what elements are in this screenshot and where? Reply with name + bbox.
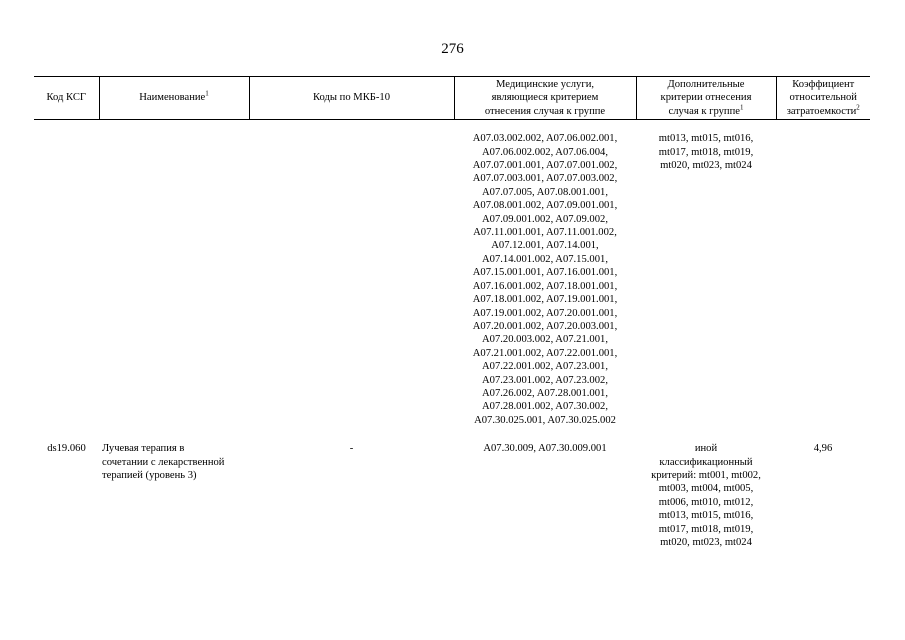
cell-code — [34, 120, 99, 427]
cell-mkb — [249, 120, 454, 427]
footnote-mark: 1 — [205, 89, 209, 98]
cell-criteria: mt013, mt015, mt016, mt017, mt018, mt019, mt020, mt023, mt024 — [658, 133, 754, 172]
table-row — [34, 427, 870, 549]
header-name: Наименование$^1$ — [99, 77, 249, 120]
footnote-mark: 2 — [856, 103, 860, 112]
cell-coef — [776, 120, 870, 427]
header-mkb: Коды по МКБ-10 — [249, 77, 454, 120]
cell-services: A07.03.002.002, A07.06.002.001, A07.06.002.002, A07.06.004, A07.07.001.001, A07.07.001.002, A07.07.003.001, A07.07.003.002, A07.07.005, A07.08.001.001, A07.08.001.002, A07.09.001.001, A07.09.001.002, A07.09.002, A07.11.001.001, A07.11.001.002, A07.12.001, A07.14.001, A07.14.001.002, A07.15.001, A07.15.001.001, A07.16.001.001, A07.16.001.002, A07.18.001.001, A07.18.001.002, A07.19.001.001, A07.19.001.002, A07.20.001.001, A07.20.001.002, A07.20.003.001, A07.20.003.002, A07.21.001, A07.21.001.002, A07.22.001.001, A07.22.001.002, A07.23.001, A07.23.001.002, A07.23.002, A07.26.002, A07.28.001.001, A07.28.001.002, A07.30.002, A07.30.025.001, A07.30.025.002 — [472, 133, 618, 426]
cell-services: A07.30.009, A07.30.009.001 — [483, 443, 607, 455]
table-row — [34, 120, 870, 427]
table-header-row — [34, 77, 870, 120]
cell-mkb: - — [349, 443, 354, 455]
header-coef: Коэффициент относительной затратоемкости$^2$ — [776, 77, 870, 120]
header-code: Код КСГ — [34, 77, 99, 120]
cell-code: ds19.060 — [47, 443, 86, 455]
page-number: 276 — [441, 41, 464, 57]
cell-coef: 4,96 — [813, 443, 833, 455]
footnote-mark: 1 — [739, 103, 744, 112]
header-services: Медицинские услуги, являющиеся критерием отнесения случая к группе — [454, 77, 636, 120]
ksg-table — [34, 76, 870, 549]
cell-name: Лучевая терапия в сочетании с лекарственной терапией (уровень 3) — [102, 443, 225, 481]
cell-name — [99, 120, 249, 427]
header-criteria: Дополнительные критерии отнесения случая к группе$^1$ — [636, 77, 776, 120]
cell-criteria: иной классификационный критерий: mt001, mt002, mt003, mt004, mt005, mt006, mt010, mt012, mt013, mt015, mt016, mt017, mt018, mt019, mt020, mt023, mt024 — [651, 443, 761, 548]
